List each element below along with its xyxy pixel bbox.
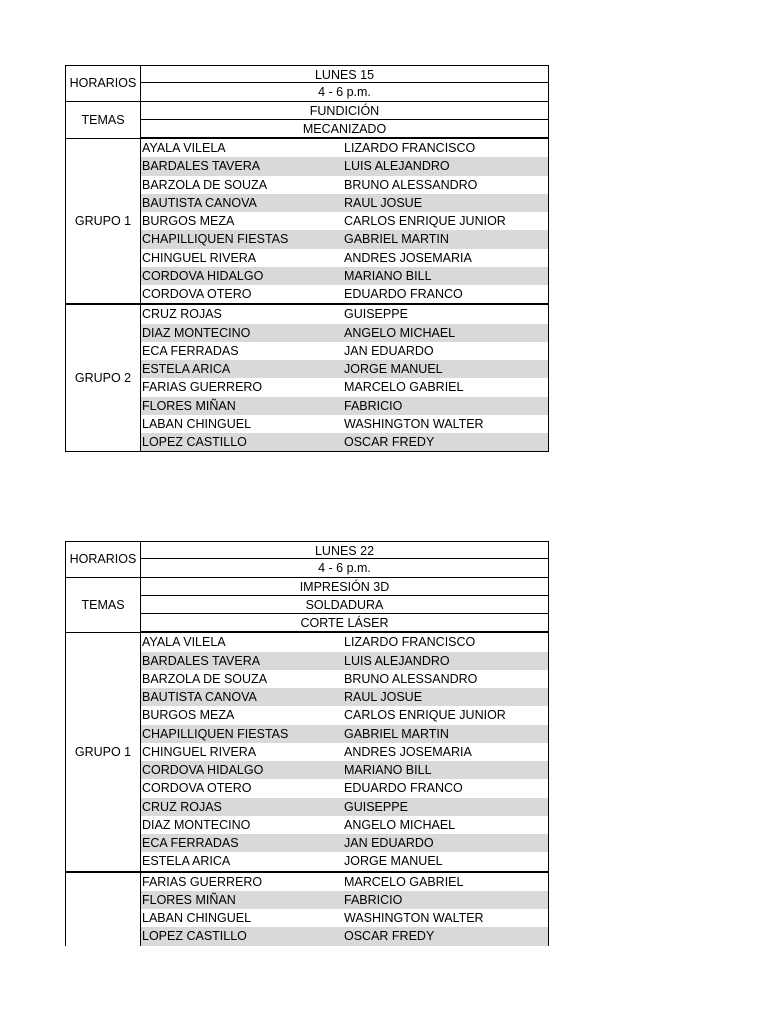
given-name-cell: GABRIEL MARTIN	[344, 726, 449, 741]
surname-cell: DIAZ MONTECINO	[142, 325, 251, 340]
surname-cell: CHINGUEL RIVERA	[142, 744, 257, 759]
surname-cell: ESTELA ARICA	[142, 854, 231, 869]
surname-cell: ECA FERRADAS	[142, 343, 239, 358]
tema-cell: IMPRESIÓN 3D	[141, 578, 549, 596]
surname-cell: FARIAS GUERRERO	[142, 380, 263, 395]
temas-row	[65, 102, 549, 139]
table-row	[141, 779, 548, 797]
table-row	[141, 633, 548, 651]
surname-cell: FLORES MIÑAN	[142, 398, 236, 413]
tema-cell: SOLDADURA	[141, 596, 549, 614]
table-row	[141, 706, 548, 724]
given-name-cell: MARCELO GABRIEL	[344, 380, 464, 395]
table-row	[141, 378, 548, 396]
given-name-cell: LIZARDO FRANCISCO	[344, 141, 476, 155]
group-block	[65, 303, 549, 452]
surname-cell: CRUZ ROJAS	[142, 307, 222, 322]
given-name-cell: LUIS ALEJANDRO	[344, 159, 450, 174]
table-row	[141, 194, 548, 212]
table-row	[141, 176, 548, 194]
given-name-cell: JORGE MANUEL	[344, 854, 443, 869]
surname-cell: AYALA VILELA	[142, 635, 226, 650]
given-name-cell: GUISEPPE	[344, 307, 408, 322]
table-row	[141, 360, 548, 378]
surname-cell: ECA FERRADAS	[142, 836, 239, 850]
horarios-label: HORARIOS	[65, 65, 141, 102]
surname-cell: LABAN CHINGUEL	[142, 911, 252, 925]
given-name-cell: JAN EDUARDO	[344, 836, 434, 850]
surname-cell: LOPEZ CASTILLO	[142, 435, 247, 449]
table-row	[141, 139, 548, 157]
given-name-cell: JAN EDUARDO	[344, 343, 434, 358]
surname-cell: BAUTISTA CANOVA	[142, 690, 257, 704]
surname-cell: CORDOVA HIDALGO	[142, 268, 264, 283]
given-name-cell: JORGE MANUEL	[344, 362, 443, 376]
surname-cell: ESTELA ARICA	[142, 362, 231, 376]
surname-cell: CORDOVA OTERO	[142, 781, 252, 796]
table-row	[141, 891, 548, 909]
table-row	[141, 652, 548, 670]
given-name-cell: MARIANO BILL	[344, 763, 432, 777]
temas-row	[65, 578, 549, 633]
surname-cell: CHAPILLIQUEN FIESTAS	[142, 232, 289, 247]
table-row	[141, 267, 548, 285]
given-name-cell: GABRIEL MARTIN	[344, 232, 449, 247]
given-name-cell: WASHINGTON WALTER	[344, 911, 484, 925]
time-cell: 4 - 6 p.m.	[141, 559, 549, 577]
table-row	[141, 305, 548, 323]
surname-cell: CORDOVA OTERO	[142, 287, 252, 301]
surname-cell: BAUTISTA CANOVA	[142, 195, 257, 210]
surname-cell: BURGOS MEZA	[142, 214, 235, 228]
date-cell: LUNES 15	[141, 65, 549, 83]
surname-cell: CHAPILLIQUEN FIESTAS	[142, 726, 289, 741]
given-name-cell: LIZARDO FRANCISCO	[344, 635, 476, 650]
given-name-cell: BRUNO ALESSANDRO	[344, 671, 478, 686]
surname-cell: CHINGUEL RIVERA	[142, 250, 257, 265]
given-name-cell: EDUARDO FRANCO	[344, 287, 463, 301]
table-row	[141, 212, 548, 230]
table-row	[141, 670, 548, 688]
table-row	[141, 816, 548, 834]
surname-cell: BARDALES TAVERA	[142, 159, 261, 174]
table-row	[141, 342, 548, 360]
table-row	[141, 873, 548, 891]
horarios-label: HORARIOS	[65, 541, 141, 578]
given-name-cell: WASHINGTON WALTER	[344, 416, 484, 431]
given-name-cell: RAUL JOSUE	[344, 690, 423, 704]
time-cell: 4 - 6 p.m.	[141, 83, 549, 101]
table-row	[141, 230, 548, 248]
surname-cell: DIAZ MONTECINO	[142, 817, 251, 832]
table-row	[141, 743, 548, 761]
table-row	[141, 415, 548, 433]
surname-cell: BARDALES TAVERA	[142, 653, 261, 668]
given-name-cell: GUISEPPE	[344, 799, 408, 814]
given-name-cell: RAUL JOSUE	[344, 195, 423, 210]
given-name-cell: FABRICIO	[344, 398, 403, 413]
table-row	[141, 157, 548, 175]
temas-label: TEMAS	[65, 102, 141, 139]
given-name-cell: MARCELO GABRIEL	[344, 874, 464, 889]
given-name-cell: BRUNO ALESSANDRO	[344, 177, 478, 192]
surname-cell: AYALA VILELA	[142, 141, 226, 155]
group-block	[65, 871, 549, 946]
temas-label: TEMAS	[65, 578, 141, 633]
given-name-cell: FABRICIO	[344, 892, 403, 907]
table-row	[141, 397, 548, 415]
tema-cell: MECANIZADO	[141, 120, 549, 138]
surname-cell: LABAN CHINGUEL	[142, 416, 252, 431]
group-label: GRUPO 1	[65, 139, 141, 303]
schedule-table-2	[65, 541, 549, 946]
table-row	[141, 798, 548, 816]
table-row	[141, 852, 548, 870]
surname-cell: BURGOS MEZA	[142, 708, 235, 723]
schedule-table-1	[65, 65, 549, 452]
table-row	[141, 433, 548, 451]
given-name-cell: MARIANO BILL	[344, 268, 432, 283]
table-row	[141, 834, 548, 852]
tema-cell: CORTE LÁSER	[141, 614, 549, 632]
given-name-cell: ANGELO MICHAEL	[344, 325, 456, 340]
surname-cell: CRUZ ROJAS	[142, 799, 222, 814]
given-name-cell: OSCAR FREDY	[344, 929, 435, 944]
table-row	[141, 285, 548, 303]
given-name-cell: ANDRES JOSEMARIA	[344, 744, 472, 759]
horarios-row	[65, 65, 549, 102]
horarios-row	[65, 541, 549, 578]
given-name-cell: CARLOS ENRIQUE JUNIOR	[344, 214, 506, 228]
group-label	[65, 873, 141, 946]
given-name-cell: LUIS ALEJANDRO	[344, 653, 450, 668]
table-row	[141, 249, 548, 267]
date-cell: LUNES 22	[141, 541, 549, 559]
surname-cell: FLORES MIÑAN	[142, 892, 236, 907]
group-label: GRUPO 2	[65, 305, 141, 451]
surname-cell: BARZOLA DE SOUZA	[142, 177, 268, 192]
surname-cell: LOPEZ CASTILLO	[142, 929, 247, 944]
surname-cell: CORDOVA HIDALGO	[142, 763, 264, 777]
given-name-cell: ANGELO MICHAEL	[344, 817, 456, 832]
table-row	[141, 688, 548, 706]
table-row	[141, 324, 548, 342]
table-row	[141, 725, 548, 743]
surname-cell: BARZOLA DE SOUZA	[142, 671, 268, 686]
surname-cell: FARIAS GUERRERO	[142, 874, 263, 889]
given-name-cell: CARLOS ENRIQUE JUNIOR	[344, 708, 506, 723]
tema-cell: FUNDICIÓN	[141, 102, 549, 120]
given-name-cell: ANDRES JOSEMARIA	[344, 250, 472, 265]
group-block	[65, 632, 549, 870]
table-row	[141, 761, 548, 779]
group-label: GRUPO 1	[65, 633, 141, 870]
group-block	[65, 138, 549, 303]
table-row	[141, 909, 548, 927]
given-name-cell: EDUARDO FRANCO	[344, 781, 463, 796]
table-row	[141, 927, 548, 945]
given-name-cell: OSCAR FREDY	[344, 435, 435, 449]
